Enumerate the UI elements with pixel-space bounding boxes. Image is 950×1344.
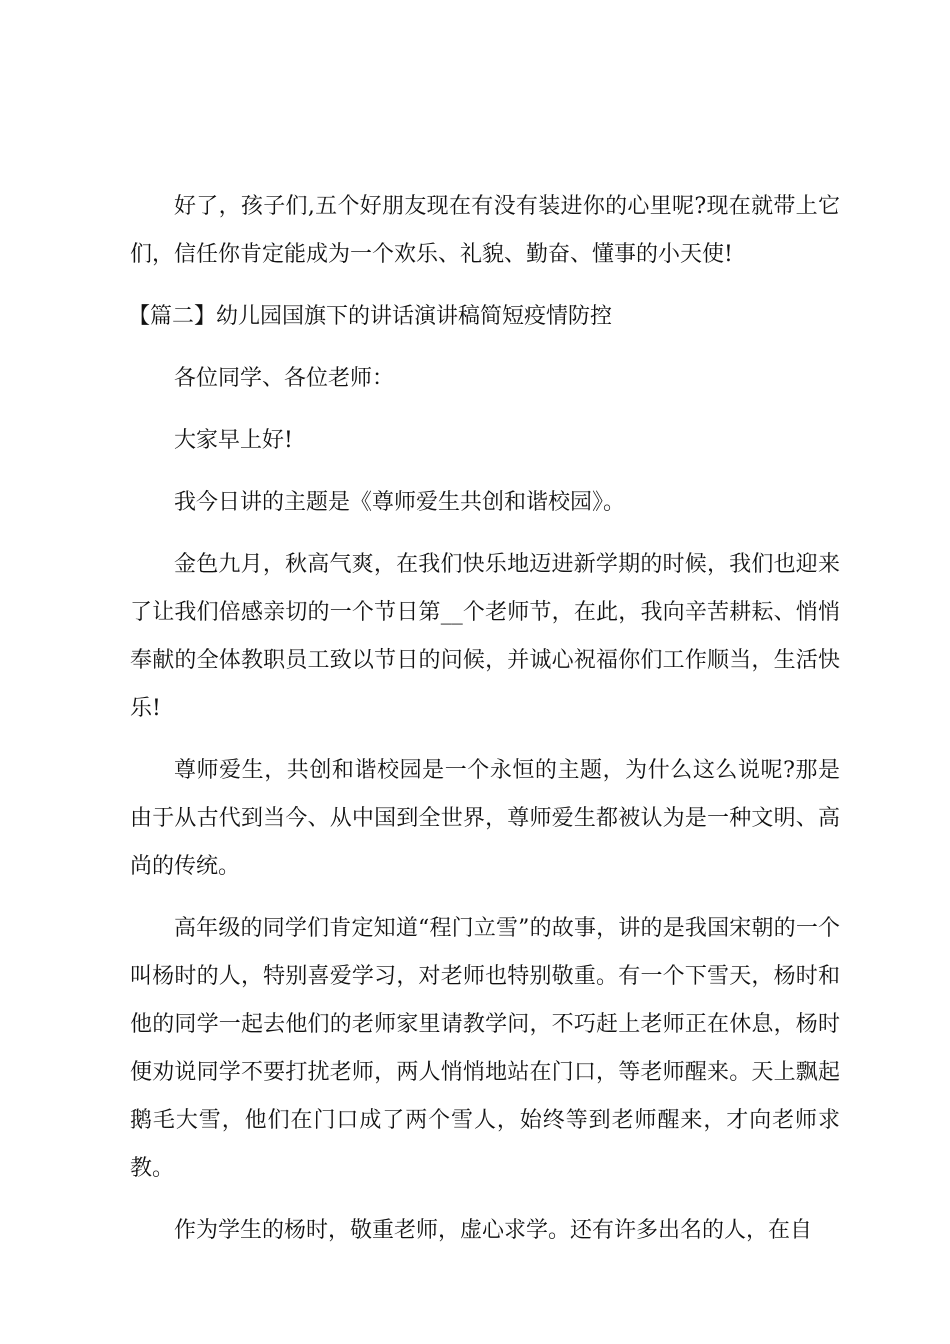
paragraph-story: 高年级的同学们肯定知道“程门立雪”的故事，讲的是我国宋朝的一个叫杨时的人，特别喜爱学习，对老师也特别敬重。有一个下雪天，杨时和他的同学一起去他们的老师家里请教学问，不巧赶上老师正在休息，杨时便劝说同学不要打扰老师，两人悄悄地站在门口，等老师醒来。天上飘起鹅毛大雪，他们在门口成了两个雪人，始终等到老师醒来，才向老师求教。 xyxy=(130,916,840,1181)
paragraph-continuation: 作为学生的杨时，敬重老师，虚心求学。还有许多出名的人，在自 xyxy=(174,1218,813,1243)
paragraph-salutation: 各位同学、各位老师： xyxy=(174,366,395,391)
paragraph-closing: 好了，孩子们,五个好朋友现在有没有装进你的心里呢?现在就带上它们，信任你肯定能成为一个欢乐、礼貌、勤奋、懂事的小天使! xyxy=(130,194,840,267)
section-heading: 【篇二】幼儿园国旗下的讲话演讲稿简短疫情防控 xyxy=(128,304,613,329)
paragraph-teachers-day: 金色九月，秋高气爽，在我们快乐地迈进新学期的时候，我们也迎来了让我们倍感亲切的一个节日第__个老师节，在此，我向辛苦耕耘、悄悄奉献的全体教职员工致以节日的问候，并诚心祝福你们工作顺当，生活快乐! xyxy=(130,552,840,721)
paragraph-eternal-theme: 尊师爱生，共创和谐校园是一个永恒的主题，为什么这么说呢?那是由于从古代到当今、从中国到全世界，尊师爱生都被认为是一种文明、高尚的传统。 xyxy=(130,758,840,879)
document-body xyxy=(130,183,840,1255)
paragraph-topic: 我今日讲的主题是《尊师爱生共创和谐校园》。 xyxy=(174,490,626,515)
paragraph-greeting: 大家早上好! xyxy=(174,428,293,453)
